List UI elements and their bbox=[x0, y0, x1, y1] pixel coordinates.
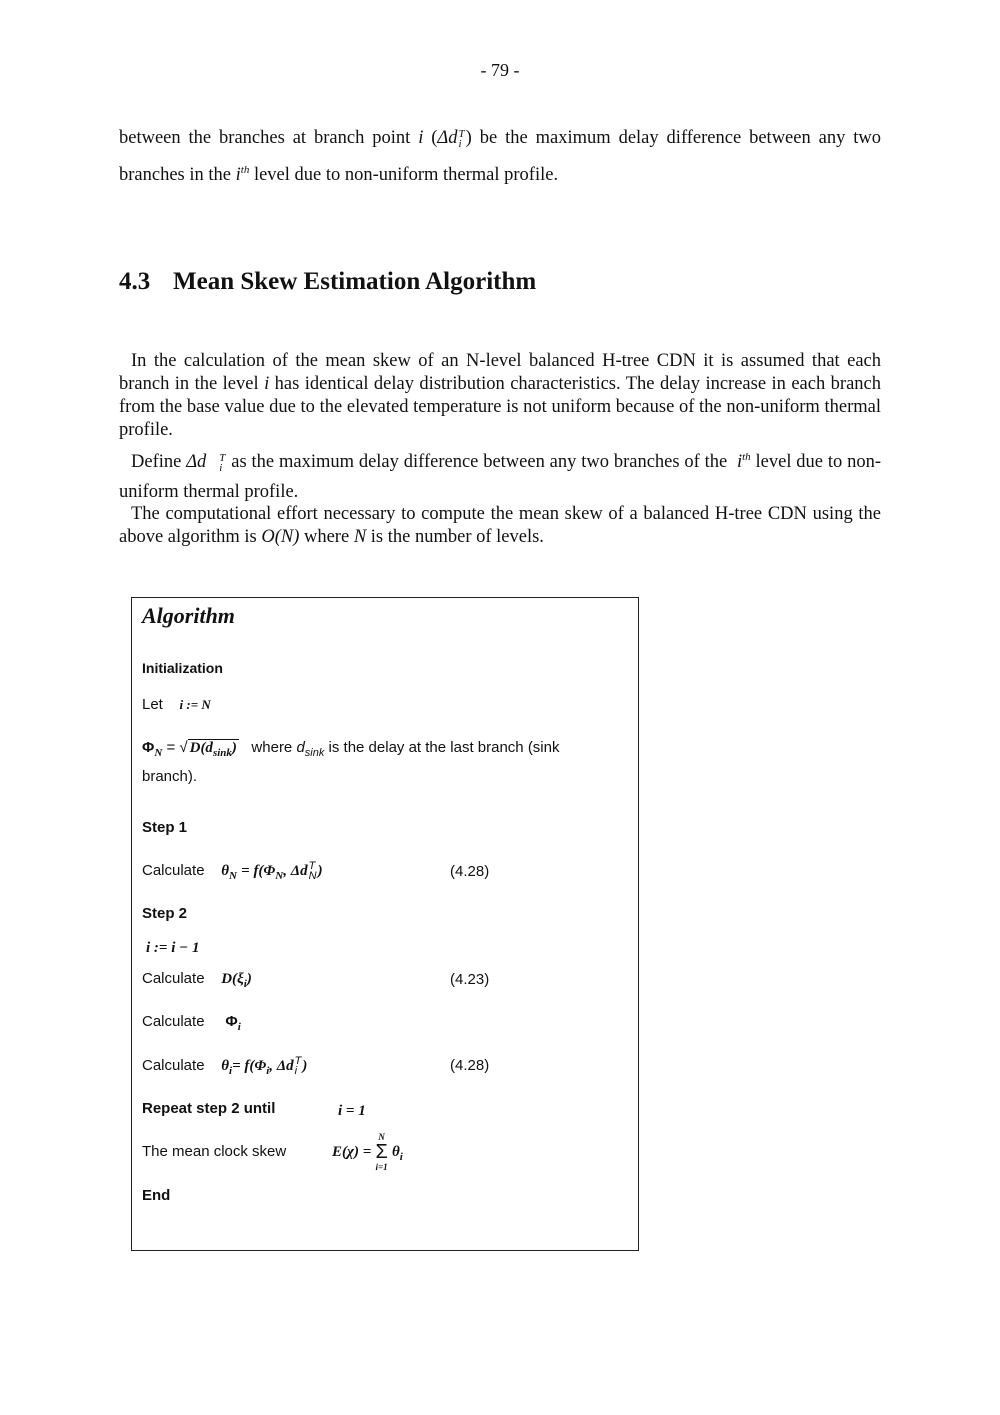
theta-sum: θ bbox=[391, 1144, 400, 1160]
e-chi: E(χ) = bbox=[332, 1144, 372, 1160]
p2-text-b: as the maximum delay difference between any two branches of the bbox=[231, 452, 728, 473]
delta-2-scripts: T i bbox=[294, 1055, 302, 1077]
repeat-line bbox=[142, 1100, 275, 1117]
p3-text-b: where bbox=[303, 527, 350, 548]
step2-calc-theta: Calculate $\theta_i= f(\Phi_i$, Δd T i ) bbox=[142, 1055, 308, 1077]
paragraph-1 bbox=[119, 350, 881, 442]
repeat-cond: i = 1 bbox=[338, 1103, 366, 1119]
eq-ref-423: (4.23) bbox=[450, 971, 490, 988]
p1-text-a: In the calculation of the mean skew of an N-level balanced H-tree CDN it is assumed that each branch in the level bbox=[119, 351, 881, 394]
calc-label-4: Calculate bbox=[142, 1056, 205, 1074]
p3-text-c: is the number of levels. bbox=[370, 527, 544, 548]
intro-text-2a: two branches in the bbox=[119, 128, 882, 186]
init-label: Initialization bbox=[142, 660, 223, 676]
let-label: Let bbox=[142, 696, 163, 713]
p3-n: N bbox=[353, 527, 367, 548]
intro-text-1a: between the branches at branch point bbox=[119, 128, 411, 148]
f-close-1: ) bbox=[317, 862, 323, 879]
p1-text-b: has identical delay distribution characteristics. The delay increase in each branch from the base value due to the elevated temperature is not uniform because of the non-uniform thermal profile. bbox=[119, 374, 881, 440]
sink-desc: is the delay at the last branch (sink bbox=[328, 739, 560, 756]
step1-label: Step 1 bbox=[142, 819, 188, 836]
phi-n: Φ bbox=[142, 739, 155, 756]
body-text bbox=[119, 350, 881, 549]
calc-label-2: Calculate bbox=[142, 970, 205, 987]
theta-i: θ bbox=[221, 1057, 230, 1074]
step1-calc: Calculate $\theta_N = f(\Phi_N$, Δd T N ) bbox=[142, 860, 323, 882]
paragraph-3 bbox=[119, 503, 881, 549]
algorithm-title: Algorithm bbox=[142, 603, 235, 628]
mean-skew-formula: E(χ) = N Σ i=1 $\theta_i$ bbox=[332, 1132, 403, 1172]
d-xi: D(ξ bbox=[221, 971, 244, 987]
p2-th: th bbox=[742, 451, 751, 463]
eq-ref-428-b: (4.28) bbox=[450, 1057, 490, 1074]
intro-delta-scripts: T i bbox=[458, 127, 465, 150]
intro-text-2b: level due to non-uniform thermal profile. bbox=[253, 165, 559, 186]
step2-calc-d: Calculate $D(\xi_i)$ bbox=[142, 970, 252, 990]
decrement-expr: i := i − 1 bbox=[146, 940, 200, 956]
where-text: where bbox=[251, 739, 293, 756]
algorithm-box bbox=[131, 597, 639, 1251]
step2-label: Step 2 bbox=[142, 905, 188, 922]
p3-big-o: O(N) bbox=[261, 527, 300, 548]
intro-i-th: i bbox=[235, 165, 241, 186]
phi-i: Φ bbox=[225, 1013, 238, 1030]
sum-operator: N Σ i=1 bbox=[375, 1132, 388, 1172]
section-title: Mean Skew Estimation Algorithm bbox=[173, 268, 537, 295]
p2-text-c: level due to non-uniform thermal profile. bbox=[119, 452, 882, 503]
end-label: End bbox=[142, 1187, 171, 1204]
f-open-1: = f(Φ bbox=[241, 862, 276, 879]
sink-desc-2: branch). bbox=[142, 768, 198, 785]
sqrt-expr: $D(d_{sink})$ bbox=[189, 740, 237, 759]
step2-calc-phi: Calculate $\Phi_i$ bbox=[142, 1013, 241, 1033]
intro-th: th bbox=[240, 164, 250, 176]
delta-1: , Δd bbox=[283, 862, 308, 879]
intro-paren-close: ) bbox=[465, 128, 472, 148]
calc-label-1: Calculate bbox=[142, 861, 205, 879]
mean-skew-line bbox=[142, 1143, 286, 1160]
paragraph-2 bbox=[119, 442, 881, 507]
delta-1-scripts: T N bbox=[308, 860, 317, 882]
intro-paragraph bbox=[119, 122, 881, 191]
calc-label-3: Calculate bbox=[142, 1013, 205, 1030]
delta-2: , Δd bbox=[269, 1057, 294, 1074]
let-line bbox=[142, 696, 211, 713]
eq-ref-428-a: (4.28) bbox=[450, 863, 490, 880]
d-sink-sub: sink bbox=[304, 747, 325, 759]
phi-eq: = bbox=[166, 739, 176, 756]
page-number: - 79 - bbox=[480, 60, 520, 80]
theta-n: θ bbox=[221, 862, 230, 879]
let-expr: i := N bbox=[179, 697, 211, 712]
intro-delta: Δd bbox=[437, 128, 458, 148]
intro-text-1b: be the maximum delay difference between any bbox=[479, 128, 846, 148]
repeat-label: Repeat step 2 until bbox=[142, 1100, 276, 1117]
d-sink: d bbox=[296, 739, 305, 756]
p2-delta-scripts: T i bbox=[219, 451, 226, 474]
p1-i: i bbox=[264, 374, 270, 394]
intro-paren-open: ( bbox=[431, 128, 438, 148]
phi-n-line: $\Phi_N$ = √ $D(d_{sink})$ where $d_{sink}$ is the delay at the last branch (sink bbox=[142, 739, 560, 759]
p2-i: i bbox=[736, 452, 743, 473]
section-number: 4.3 bbox=[119, 268, 151, 295]
phi-n-sub: N bbox=[154, 747, 163, 759]
intro-i: i bbox=[418, 128, 424, 148]
mean-label: The mean clock skew bbox=[142, 1143, 287, 1160]
p2-text-a: Define bbox=[131, 452, 182, 473]
p3-text-a: The computational effort necessary to compute the mean skew of a balanced H-tree CDN using the above algorithm is bbox=[119, 504, 881, 548]
p2-delta: Δd bbox=[186, 452, 207, 473]
section-heading bbox=[119, 268, 536, 296]
f-open-2: = f(Φ bbox=[232, 1057, 267, 1074]
